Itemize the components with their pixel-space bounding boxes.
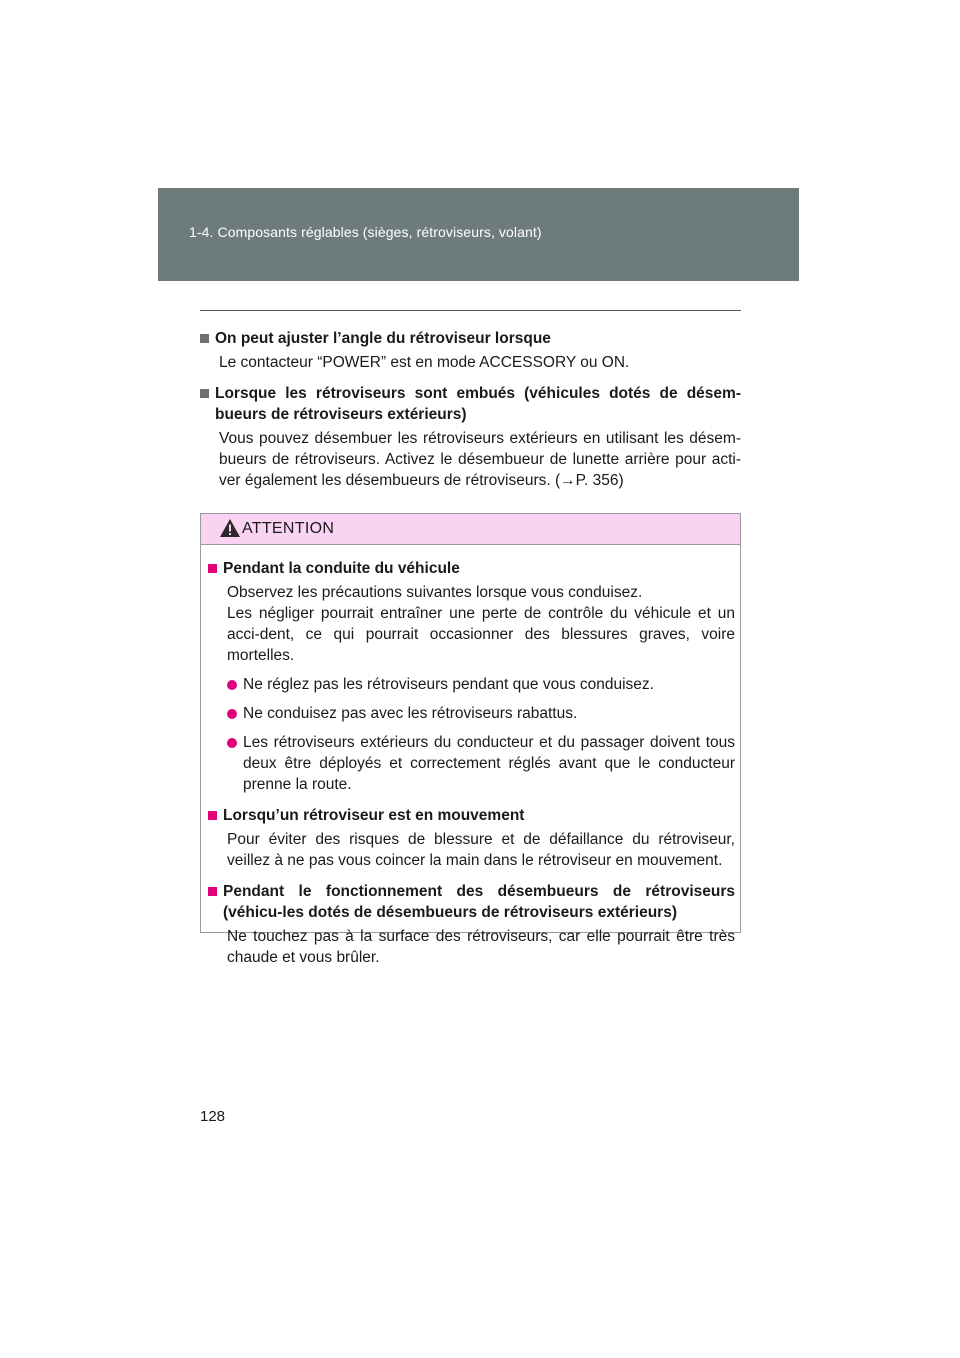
attention-title: ATTENTION [242,520,335,537]
attention-bullet: Les rétroviseurs extérieurs du conducteur et du passager doivent tous deux être déployés et correctement réglés avant que le conducteur prenne la route. [227,732,735,795]
attention-section [208,881,735,968]
attention-text: Ne touchez pas à la surface des rétroviseurs, car elle pourrait être très chaude et vous brûler. [227,928,735,966]
attention-header [201,514,740,545]
square-bullet-icon [200,389,209,398]
attention-section [208,558,735,795]
attention-heading: Pendant le fonctionnement des désembueurs de rétroviseurs (véhicu-les dotés de désembueurs de rétroviseurs extérieurs) [208,881,735,923]
page-number: 128 [200,1108,226,1125]
attention-text: Observez les précautions suivantes lorsque vous conduisez. Les négliger pourrait entraîner une perte de contrôle du véhicule et un acci-dent, ce qui pourrait occasionner des blessures graves, voire mortelles. [227,584,735,664]
warning-triangle-icon [219,518,241,538]
attention-bullet: Ne réglez pas les rétroviseurs pendant que vous conduisez. [227,674,735,695]
chapter-title: 1-4. Composants réglables (sièges, rétroviseurs, volant) [189,224,542,240]
info-body: Le contacteur “POWER” est en mode ACCESSORY ou ON. [219,354,630,371]
dot-bullet-icon [227,738,237,748]
info-body: Vous pouvez désembuer les rétroviseurs extérieurs en utilisant les désem-bueurs de rétroviseurs. Activez le désembueur de lunette arrière pour acti-ver également les désembueurs de rétroviseurs. (→P. 356) [219,430,741,489]
dot-bullet-icon [227,709,237,719]
attention-heading: Lorsqu’un rétroviseur est en mouvement [208,805,735,826]
section-divider [200,310,741,311]
attention-body [201,545,740,968]
info-section [200,328,741,373]
square-bullet-icon [200,334,209,343]
square-bullet-icon [208,811,217,820]
dot-bullet-icon [227,680,237,690]
attention-box [200,513,741,966]
info-heading: On peut ajuster l’angle du rétroviseur lorsque [200,328,741,349]
attention-bullet: Ne conduisez pas avec les rétroviseurs rabattus. [227,703,735,724]
square-bullet-icon [208,887,217,896]
attention-text: Pour éviter des risques de blessure et de défaillance du rétroviseur, veillez à ne pas vous coincer la main dans le rétroviseur en mouvement. [227,831,735,869]
attention-heading: Pendant la conduite du véhicule [208,558,735,579]
chapter-header-band [158,188,799,281]
info-section [200,383,741,491]
main-content [200,328,741,501]
attention-section [208,805,735,871]
info-heading: Lorsque les rétroviseurs sont embués (véhicules dotés de désem-bueurs de rétroviseurs extérieurs) [200,383,741,425]
square-bullet-icon [208,564,217,573]
